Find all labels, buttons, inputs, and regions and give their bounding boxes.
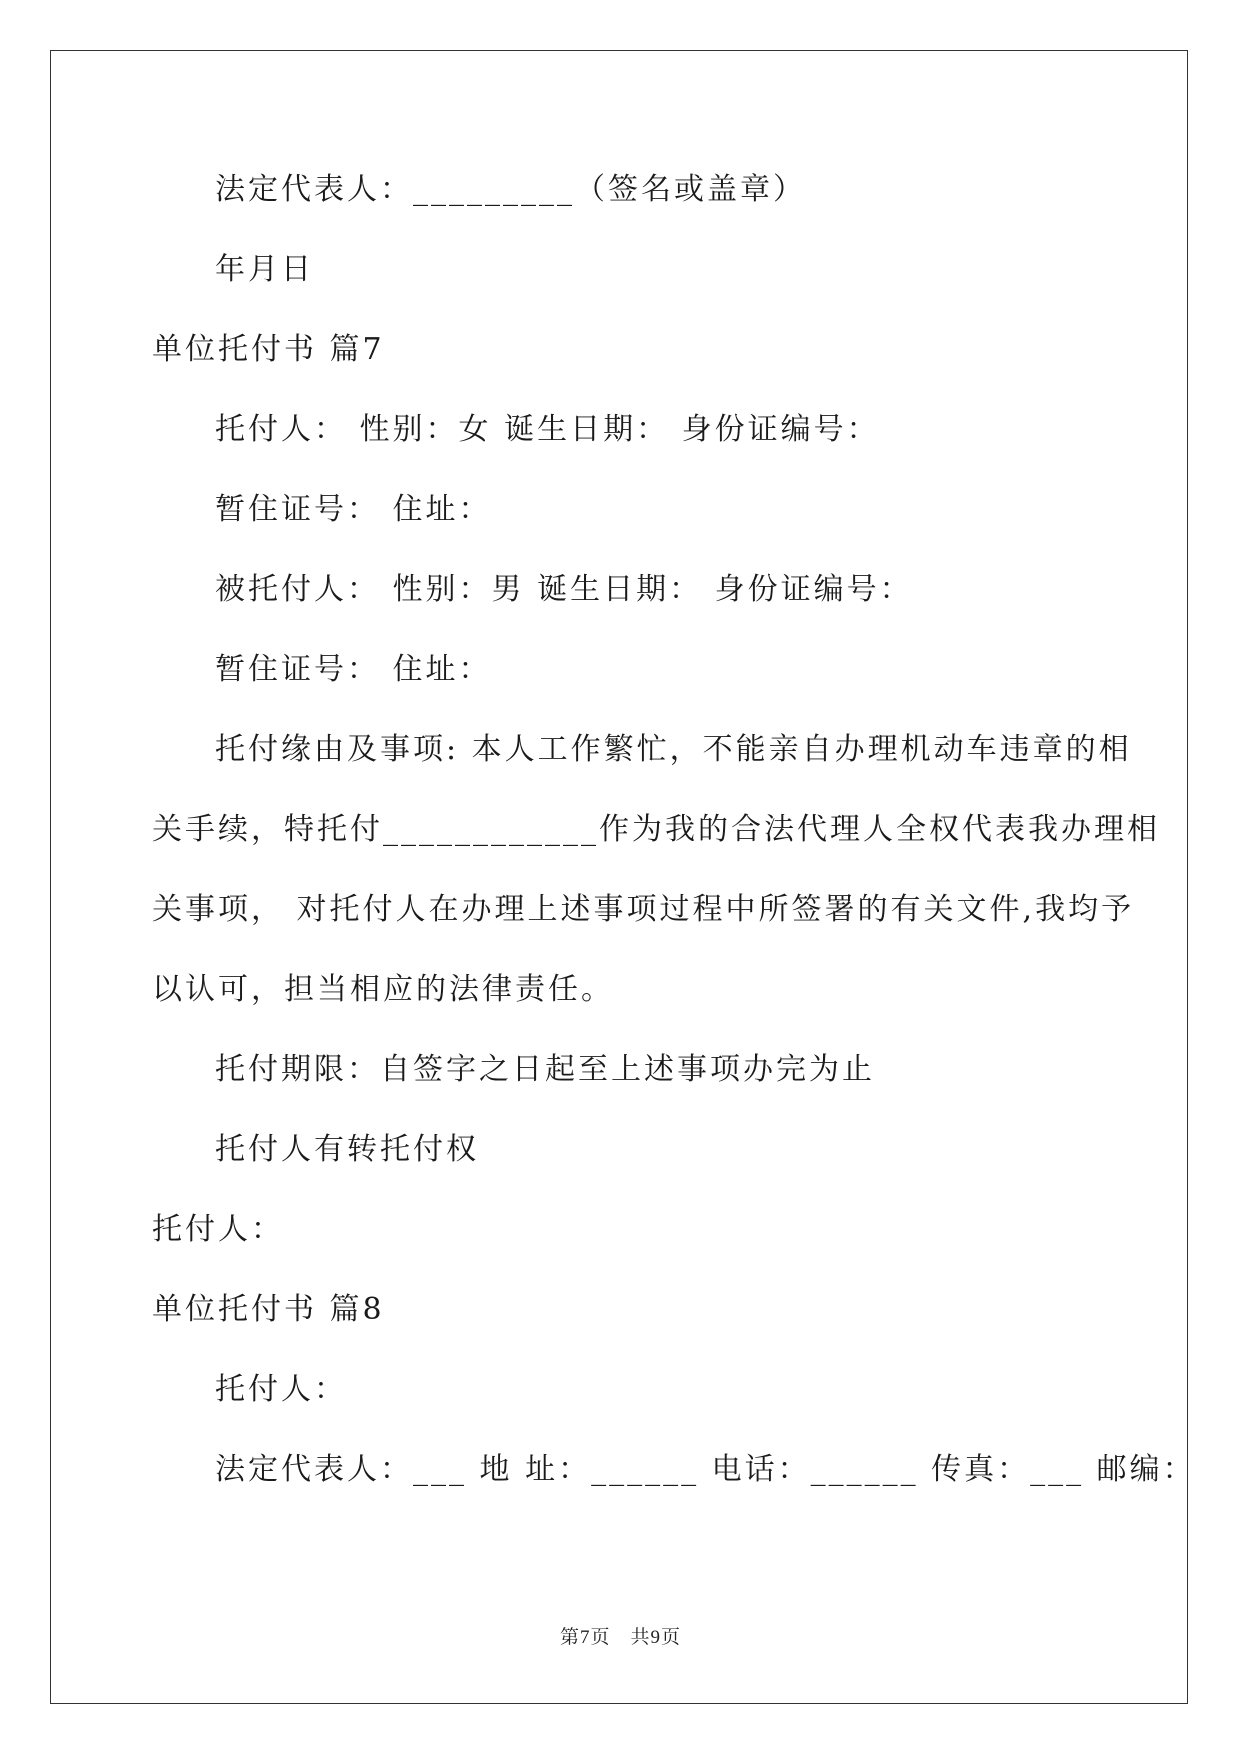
principal-signature-line: 托付人： [152,1212,284,1247]
authorization-reason-line-1: 托付缘由及事项: 本人工作繁忙，不能亲自办理机动车违章的相 [215,732,1132,767]
authorization-reason-line-4: 以认可，担当相应的法律责任。 [152,972,614,1007]
principal-line-section-8: 托付人： [215,1372,347,1407]
page-total: 9 [650,1627,661,1648]
agent-residence-line: 暂住证号： 住址： [215,652,492,687]
date-line: 年月日 [215,252,314,287]
authorization-reason-line-2: 关手续，特托付____________作为我的合法代理人全权代表我办理相 [152,812,1160,847]
contact-details-line: 法定代表人：___ 地 址：______ 电话：______ 传真：___ 邮编： [215,1452,1196,1487]
page-label-mid: 页 共 [590,1626,651,1648]
page-label-prefix: 第 [559,1626,580,1648]
sub-delegation-right-line: 托付人有转托付权 [215,1132,479,1167]
agent-info-line: 被托付人： 性别：男 诞生日期： 身份证编号： [215,572,913,607]
legal-representative-signature-line: 法定代表人：_________（签名或盖章） [215,172,806,207]
authorization-reason-line-3: 关事项， 对托付人在办理上述事项过程中所签署的有关文件,我均予 [152,892,1135,927]
section-heading-8: 单位托付书 篇8 [152,1292,385,1327]
section-heading-7: 单位托付书 篇7 [152,332,385,367]
page-number-footer [0,1622,1241,1649]
page-label-suffix: 页 [661,1626,682,1648]
authorization-period-line: 托付期限：自签字之日起至上述事项办完为止 [215,1052,875,1087]
principal-info-line: 托付人： 性别：女 诞生日期： 身份证编号： [215,412,880,447]
page-current: 7 [579,1627,591,1648]
principal-residence-line: 暂住证号： 住址： [215,492,492,527]
